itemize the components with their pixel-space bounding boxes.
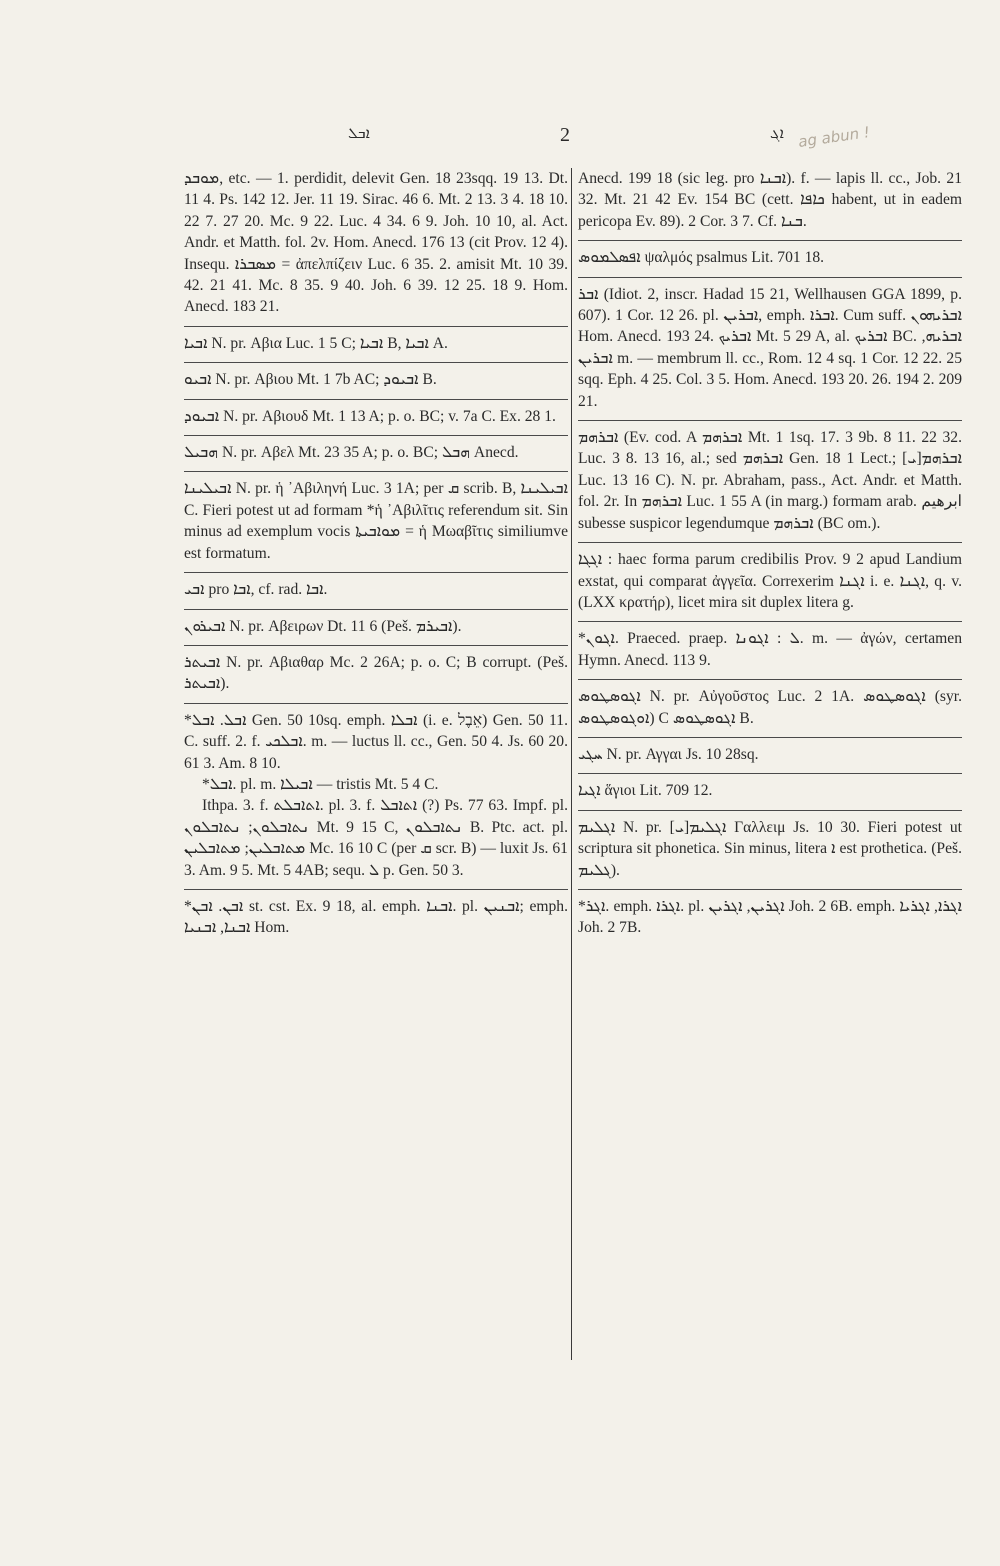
- header-left-headword: ܐܒܠ: [348, 124, 370, 142]
- entry-separator: [184, 703, 568, 704]
- entry-paragraph: ܐܓܠܝܡ N. pr. ܐܓܠܝܡ[ܝ] Γαλλειμ Js. 10 30. Fieri potest ut scriptura sit phonetica. Sin minus, litera ܐ est prothetica. (Peš. ܓܠܝܡ).: [578, 818, 962, 879]
- entry-separator: [578, 889, 962, 890]
- dictionary-entry: [578, 742, 962, 769]
- left-column: [184, 166, 568, 943]
- entry-paragraph: *ܐܓܪ. emph. ܐܓܪܐ. pl. ܐܓܪܝܢ, ܐܓܪܝܢ Joh. 2 6B. emph. ܐܓܪܐ, ܐܓܪܝܐ Joh. 2 7B.: [578, 897, 962, 937]
- dictionary-entry: [184, 367, 568, 394]
- entry-paragraph: *ܐܓܘܢ. Praeced. praep. ܠ : ܐܓܘܢܐ. m. — ἀγών, certamen Hymn. Anecd. 113 9.: [578, 630, 963, 669]
- right-column: [578, 166, 962, 943]
- entry-paragraph: ܐܒܪ (Idiot. 2, inscr. Hadad 15 21, Wellhausen GGA 1899, p. 607). 1 Cor. 12 26. pl. ܐܒܪܝܢ, emph. ܐܒܪܐ. Cum suff. ܐܒܪܝܗܘܢ Hom. Anecd. 193 24. ܐܒܪܝܟ Mt. 5 29 A, al. ܐܒܪܝܟ BC. ܐܒܪܝܗ, ܐܒܪܝܢ m. — membrum ll. cc., Rom. 12 4 sq. 1 Cor. 12 22. 25 sqq. Eph. 4 25. Col. 3 5. Hom. Anecd. 193 20. 26. 194 2. 209 21.: [578, 285, 962, 410]
- entry-separator: [578, 737, 962, 738]
- entry-paragraph: ܡܘܒܕ, etc. — 1. perdidit, delevit Gen. 18 23sqq. 19 13. Dt. 11 4. Ps. 142 12. Jer. 11 19. Sirac. 46 6. Mt. 2 13. 3 4. 18 10. 22 7. 27 20. Mc. 9 22. Luc. 4 34. 6 9. Joh. 10 10, al. Act. Andr. et Matth. fol. 2v. Hom. Anecd. 176 13 (cit Prov. 12 4). Insequ. ܡܣܒܪܐ = ἀπελπίζειν Luc. 6 35. 2. amisit Mt. 10 39. 42. 21 41. Mc. 8 35. 9 40. Joh. 6 39. 12 25. 18 9. Hom. Anecd. 183 21.: [184, 170, 568, 316]
- dictionary-entry: [578, 245, 962, 272]
- header-right-headword: ܐܓ: [770, 124, 784, 142]
- entry-separator: [578, 277, 962, 278]
- entry-paragraph: ܐܒܝ pro ܐܒܐ, cf. rad. ܐܒܐ.: [184, 581, 328, 599]
- pencil-annotation: ag abun !: [797, 123, 871, 151]
- entry-separator: [184, 572, 568, 573]
- entry-paragraph: ܐܒܝܐ N. pr. Αβια Luc. 1 5 C; ܐܒܝܐ B, ܐܒܝܐ A.: [184, 334, 448, 352]
- entry-paragraph: ܐܒܪܗܡ (Ev. cod. A ܐܒܪܗܡ Mt. 1 1sq. 17. 3 9b. 8 11. 22 32. Luc. 3 8. 13 16, al.; sed ܐܒܪܗܡ Gen. 18 1 Lect.; ܐܒܪܗܡ[ܝ] Luc. 13 16 C). N. pr. Abraham, pass., Act. Andr. et Matth. fol. 2r. In ܐܒܪܗܡ Luc. 1 55 A (in marg.) formam arab. ابرهيم subesse suspicor legendumque ܐܒܪܗܡ (BC om.).: [578, 429, 963, 532]
- entry-paragraph: ܐܒܝܘܕ N. pr. Αβιουδ Mt. 1 13 A; p. o. BC; v. 7a C. Ex. 28 1.: [184, 407, 556, 425]
- dictionary-entry: [578, 166, 962, 236]
- dictionary-entry: [184, 404, 568, 431]
- entry-separator: [578, 679, 962, 680]
- dictionary-entry: [184, 708, 568, 885]
- dictionary-entry: [184, 440, 568, 467]
- dictionary-entry: [184, 331, 568, 358]
- entry-separator: [184, 362, 568, 363]
- entry-paragraph: ܗܒܝܠ N. pr. Αβελ Mt. 23 35 A; p. o. BC; ܗܒܠ Anecd.: [184, 444, 519, 462]
- entry-separator: [578, 621, 962, 622]
- entry-separator: [184, 609, 568, 610]
- entry-separator: [578, 542, 962, 543]
- entry-separator: [184, 471, 568, 472]
- page-number: 2: [560, 124, 570, 146]
- entry-paragraph: ܐܒܝܪܘܢ N. pr. Αβειρων Dt. 11 6 (Peš. ܐܒܝܪܡ).: [184, 617, 462, 635]
- dictionary-entry: [184, 166, 568, 322]
- entry-paragraph: ܐܒܝܠܝܢܐ N. pr. ἡ ᾿Αβιληνή Luc. 3 1A; per ܩ scrib. B, ܐܒܝܠܝܢܐ C. Fieri potest ut ad formam *ἡ ᾿Αβιλῖτις referendum sit. Sin minus ad exemplum vocis ܡܘܐܒܝܬܐ = ἡ Μωαβῖτις similiumve est formatum.: [184, 480, 568, 562]
- entry-paragraph: ܐܒܝܬܪ N. pr. Αβιαθαρ Mc. 2 26A; p. o. C; B corrupt. (Peš. ܐܒܝܬܪ).: [184, 653, 568, 693]
- entry-separator: [578, 773, 962, 774]
- column-divider: [571, 168, 572, 1360]
- entry-paragraph: Anecd. 199 18 (sic leg. pro ܐܒܢܐ). f. — lapis ll. cc., Job. 21 32. Mt. 21 42 Ev. 154 BC (cett. ܟܐܦܐ habent, ut in eadem pericopa Ev. 89). 2 Cor. 3 7. Cf. ܒܢܐ.: [578, 170, 962, 230]
- dictionary-entry: [578, 815, 962, 885]
- entry-separator: [184, 326, 568, 327]
- entry-paragraph: ܐܓܓܐ : haec forma parum credibilis Prov. 9 2 apud Landium exstat, qui comparat ἀγγεῖα. Correxerim ܐܓܢܐ i. e. ܐܓܢܐ, q. v. (LXX κρατήρ), licet mira sit duplex litera g.: [578, 551, 963, 611]
- dictionary-entry: [184, 476, 568, 568]
- dictionary-entry: [578, 547, 962, 617]
- entry-paragraph: ܚܓܝ N. pr. Αγγαι Js. 10 28sq.: [578, 745, 759, 763]
- dictionary-entry: [578, 282, 962, 416]
- entry-separator: [578, 420, 962, 421]
- entry-paragraph: ܐܓܝܐ ἅγιοι Lit. 709 12.: [578, 782, 713, 800]
- dictionary-entry: [578, 425, 962, 538]
- entry-paragraph: *ܐܒܠ. ܐܒܠ Gen. 50 10sq. emph. ܐܒܠܐ (i. e. אֵבֶל) Gen. 50 11. C. suff. 2. f. ܐܒܠܟܝ. m. — luctus ll. cc., Gen. 50 4. Js. 60 20. 61 3. Am. 8 10.: [184, 711, 568, 772]
- dictionary-entry: [184, 614, 568, 641]
- entry-paragraph: ܐܓܘܣܛܘܣ N. pr. Αὐγοῦστος Luc. 2 1A. ܐܓܘܣܛܘܣ (syr. ܐܘܓܘܣܛܘܣ) C ܐܓܘܣܛܘܣ B.: [578, 688, 962, 727]
- dictionary-entry: [578, 778, 962, 805]
- dictionary-entry: [578, 684, 962, 733]
- entry-separator: [578, 810, 962, 811]
- entry-paragraph: *ܐܒܢ. ܐܒܢ st. cst. Ex. 9 18, al. emph. ܐܒܢܐ. pl. ܐܒܢܝܢ; emph. ܐܒܢܐ, ܐܒܢܝܐ Hom.: [184, 897, 569, 937]
- dictionary-entry: [184, 650, 568, 699]
- entry-separator: [184, 435, 568, 436]
- entry-separator: [184, 645, 568, 646]
- dictionary-entry: [184, 894, 568, 943]
- entry-paragraph: *ܐܒܠ. pl. m. ܐܒܝܠܐ — tristis Mt. 5 4 C.: [202, 775, 439, 793]
- entry-separator: [184, 399, 568, 400]
- dictionary-entry: [578, 626, 962, 675]
- entry-separator: [578, 240, 962, 241]
- entry-separator: [184, 889, 568, 890]
- entry-paragraph: Ithpa. 3. f. ܐܬܐܒܠܬ. pl. 3. f. ܐܬܐܒܠ (?) Ps. 77 63. Impf. pl. ܢܬܐܒܠܘܢ; ܢܬܐܒܠܘܢ Mt. 9 15 C, ܢܬܐܒܠܘܢ B. Ptc. act. pl. ܡܬܐܒܠܝܢ; ܡܬܐܒܠܝܢ Mc. 16 10 C (per ܩ scr. B) — luxit Js. 61 3. Am. 9 5. Mt. 5 4AB; sequ. ܠ p. Gen. 50 3.: [184, 797, 568, 879]
- entry-paragraph: ܐܦܣܠܡܘܣ ψαλμός psalmus Lit. 701 18.: [578, 249, 825, 267]
- dictionary-entry: [578, 894, 962, 943]
- entry-paragraph: ܐܒܝܘ N. pr. Αβιου Mt. 1 7b AC; ܐܒܝܘܕ B.: [184, 371, 437, 389]
- dictionary-entry: [184, 577, 568, 604]
